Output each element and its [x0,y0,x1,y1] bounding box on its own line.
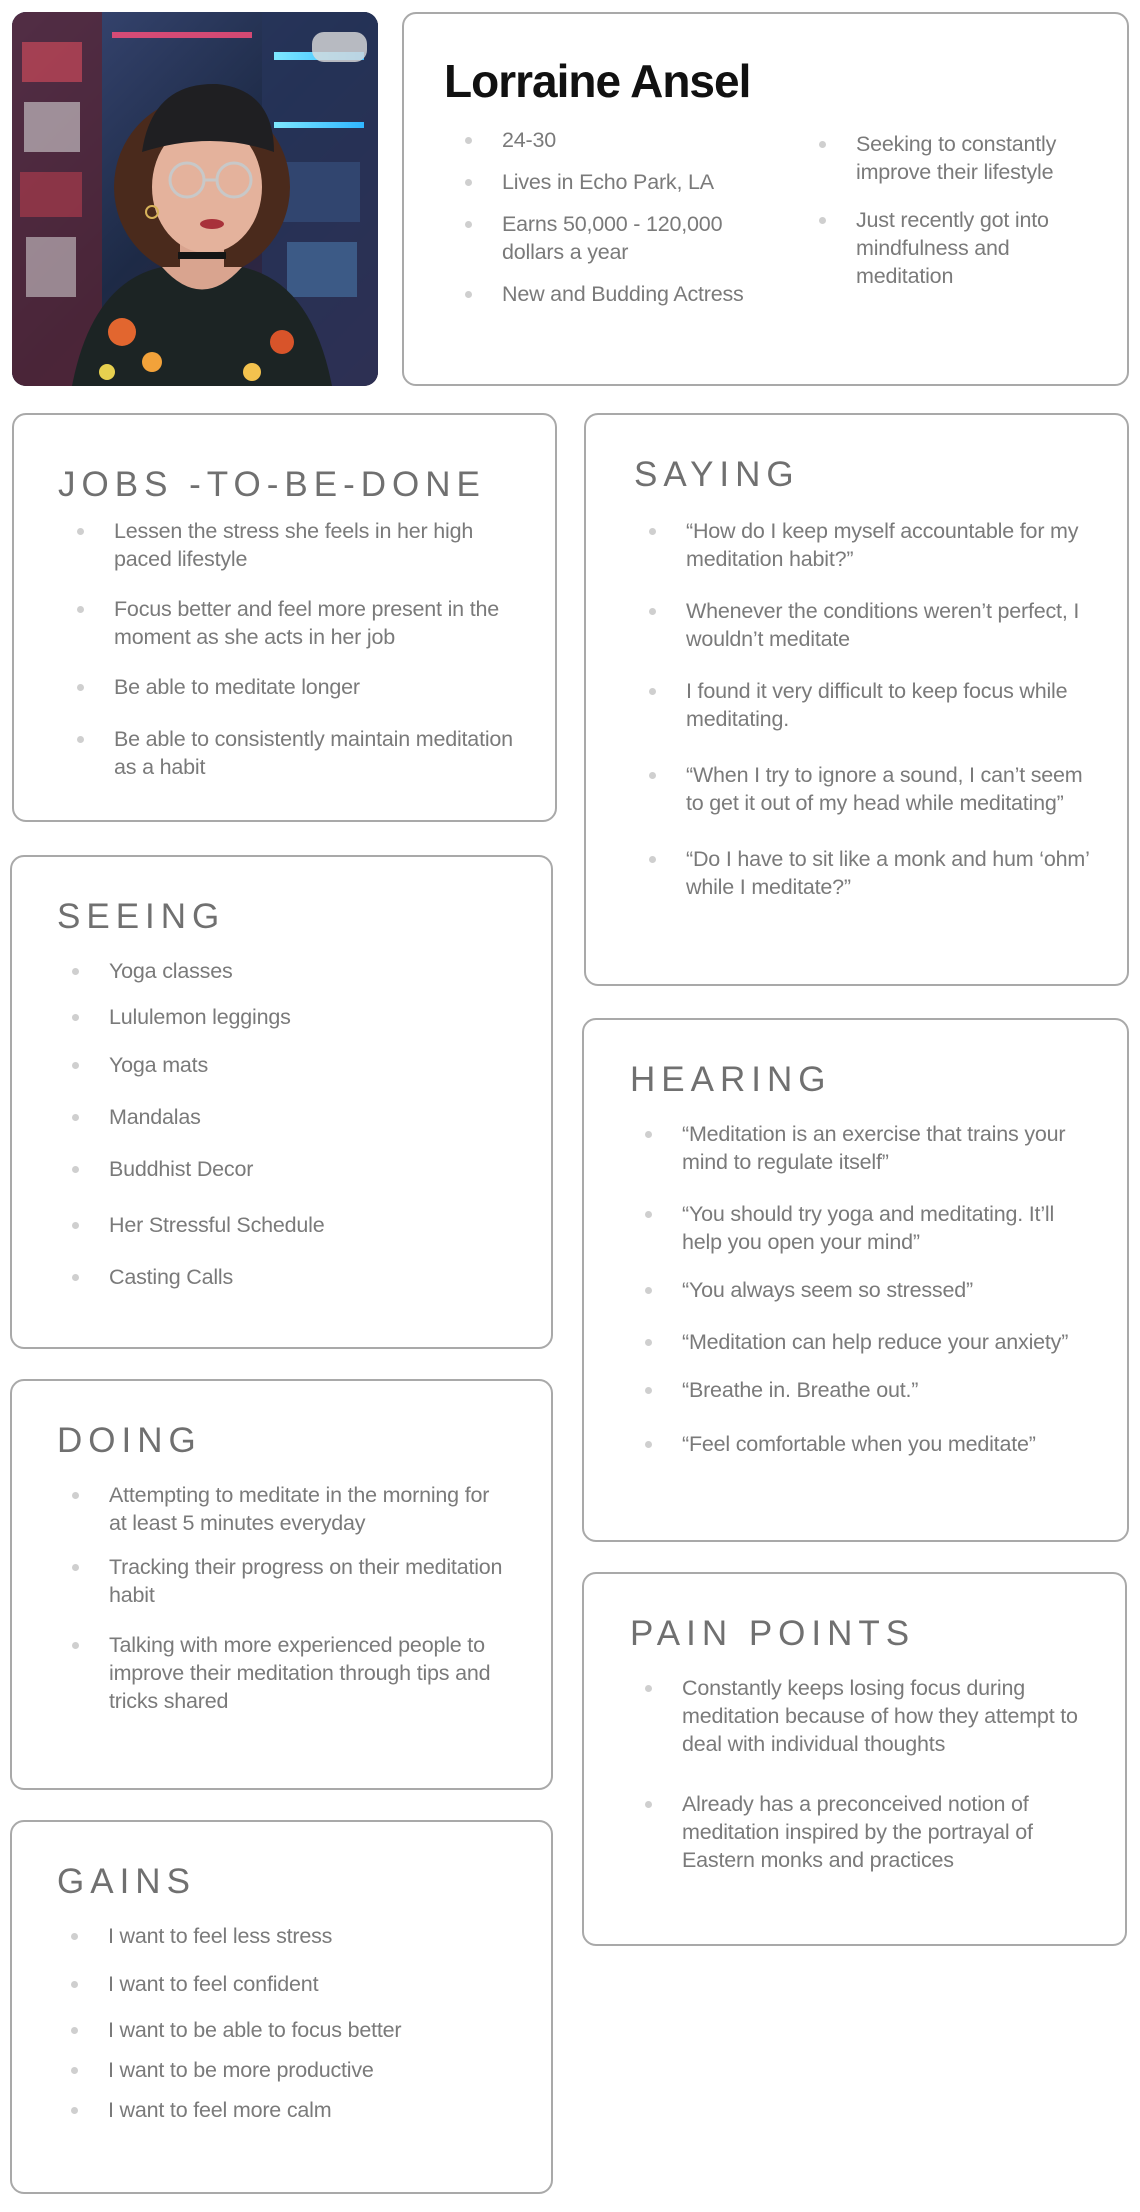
profile-photo [12,12,378,386]
detail-income: Earns 50,000 - 120,000 dollars a year [502,210,788,266]
pain-points-list [682,1674,1102,1874]
seeing-card [10,855,553,1349]
hearing-card [582,1018,1129,1542]
seeing-list [109,957,509,1291]
detail-goal: Seeking to constantly improve their lifestyle [856,130,1096,186]
saying-list [686,517,1096,901]
list-item: I found it very difficult to keep focus while meditating. [686,677,1096,733]
list-item: Whenever the conditions weren’t perfect, I wouldn’t meditate [686,597,1096,653]
pain-points-heading: PAIN POINTS [630,1614,916,1653]
doing-list [109,1481,509,1715]
list-item: “When I try to ignore a sound, I can’t seem to get it out of my head while meditating” [686,761,1096,817]
gains-heading: GAINS [57,1862,196,1901]
list-item: Casting Calls [109,1263,509,1291]
list-item: Buddhist Decor [109,1155,509,1183]
list-item: Be able to consistently maintain meditation as a habit [114,727,513,779]
profile-details-left [502,126,788,308]
saying-heading: SAYING [634,455,800,494]
portrait-illustration [12,12,378,386]
list-item: Yoga classes [109,957,509,985]
detail-age: 24-30 [502,126,788,154]
gains-list [108,1922,508,2124]
detail-location: Lives in Echo Park, LA [502,168,788,196]
list-item: “How do I keep myself accountable for my meditation habit?” [686,517,1096,573]
seeing-heading: SEEING [57,897,226,936]
list-item: “You should try yoga and meditating. It’ll help you open your mind” [682,1200,1092,1256]
hearing-heading: HEARING [630,1060,832,1099]
list-item: Constantly keeps losing focus during meditation because of how they attempt to deal with individual thoughts [682,1674,1102,1758]
jobs-to-be-done-card [12,413,557,822]
list-item: Yoga mats [109,1051,509,1079]
list-item: Attempting to meditate in the morning for at least 5 minutes everyday [109,1481,509,1537]
hearing-list [682,1120,1092,1458]
list-item: Be able to meditate longer [114,673,514,701]
pain-points-card [582,1572,1127,1946]
list-item: “You always seem so stressed” [682,1276,1092,1304]
list-item: I want to feel less stress [108,1922,508,1950]
list-item: “Meditation can help reduce your anxiety” [682,1328,1092,1356]
profile-card [402,12,1129,386]
list-item: Mandalas [109,1103,509,1131]
saying-card [584,413,1129,986]
doing-heading: DOING [57,1421,202,1460]
list-item: I want to be more productive [108,2056,508,2084]
list-item: Talking with more experienced people to improve their meditation through tips and tricks shared [109,1631,509,1715]
list-item: Lessen the stress she feels in her high paced lifestyle [114,517,514,573]
list-item: Already has a preconceived notion of meditation inspired by the portrayal of Eastern monks and practices [682,1790,1102,1874]
persona-name: Lorraine Ansel [444,55,751,107]
list-item: “Do I have to sit like a monk and hum ‘ohm’ while I meditate?” [686,845,1096,901]
detail-occupation: New and Budding Actress [502,280,788,308]
doing-card [10,1379,553,1790]
list-item: I want to feel more calm [108,2096,508,2124]
list-item: Lululemon leggings [109,1003,509,1031]
list-item: Her Stressful Schedule [109,1211,509,1239]
list-item: “Breathe in. Breathe out.” [682,1376,1092,1404]
gains-card [10,1820,553,2194]
jobs-heading: JOBS -TO-BE-DONE [58,465,486,504]
list-item: I want to feel confident [108,1970,508,1998]
list-item: Tracking their progress on their meditation habit [109,1553,509,1609]
list-item: I want to be able to focus better [108,2016,508,2044]
profile-details-right [856,130,1096,290]
detail-experience: Just recently got into mindfulness and meditation [856,206,1096,290]
list-item: “Feel comfortable when you meditate” [682,1430,1092,1458]
list-item: “Meditation is an exercise that trains your mind to regulate itself” [682,1120,1092,1176]
list-item: Focus better and feel more present in the moment as she acts in her job [114,595,514,651]
jobs-list [114,517,514,781]
